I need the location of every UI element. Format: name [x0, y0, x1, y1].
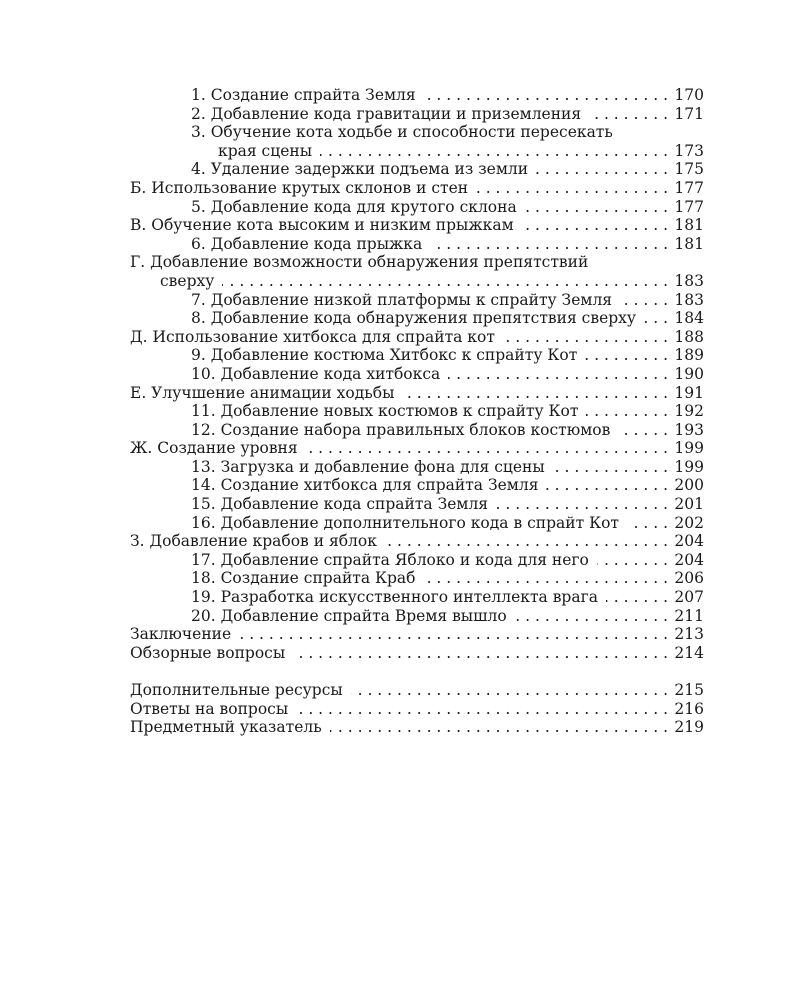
toc-page-number: 219 [674, 718, 704, 737]
toc-entry[interactable] [130, 644, 704, 663]
toc-page-number: 190 [674, 364, 704, 383]
toc-entry-title: Предметный указатель [130, 718, 322, 737]
toc-entry-title: Б. Использование крутых склонов и стен [130, 178, 469, 197]
toc-subentry[interactable] [130, 514, 704, 533]
dot-leader [503, 328, 668, 347]
toc-entry-title: 10. Добавление кода хитбокса [191, 364, 441, 383]
dot-leader [553, 458, 668, 477]
toc-subentry[interactable] [130, 458, 704, 477]
toc-entry-title: 19. Разработка искусственного интеллекта врага [191, 588, 598, 607]
dot-leader [385, 532, 668, 551]
toc-page-number: 183 [674, 271, 704, 290]
dot-leader [430, 235, 668, 254]
toc-entry[interactable] [130, 179, 704, 198]
dot-leader [222, 272, 668, 291]
dot-leader [424, 569, 668, 588]
toc-entry-title: Дополнительные ресурсы [130, 681, 343, 699]
toc-subentry[interactable] [130, 551, 704, 570]
toc-entry-title: В. Обучение кота высоким и низким прыжкам [130, 216, 514, 235]
toc-entry[interactable] [130, 216, 704, 235]
toc-page-number: 216 [674, 699, 704, 718]
toc-entry-title: края сцены [218, 141, 313, 160]
toc-entry[interactable] [130, 272, 704, 291]
toc-page-number: 207 [674, 588, 704, 607]
section-gap [130, 662, 704, 681]
toc-page-number: 211 [674, 606, 704, 625]
toc-entry-title: Ж. Создание уровня [130, 439, 298, 458]
toc-entry-title: Д. Использование хитбокса для спрайта кот [130, 327, 495, 346]
toc-entry-title: 8. Добавление кода обнаружения препятствия сверху [191, 309, 637, 328]
dot-leader [476, 179, 668, 198]
toc-page-number: 191 [674, 383, 704, 402]
toc-entry-title: 1. Создание спрайта Земля [191, 86, 416, 104]
dot-leader [546, 476, 668, 495]
toc-page-number: 170 [674, 86, 704, 104]
dot-leader [585, 346, 668, 365]
toc-entry[interactable] [130, 384, 704, 403]
toc-subentry[interactable] [130, 291, 704, 310]
dot-leader [239, 625, 668, 644]
toc-page-number: 199 [674, 457, 704, 476]
toc-subentry[interactable] [130, 198, 704, 217]
dot-leader [618, 421, 668, 440]
toc-entry-title: Ответы на вопросы [130, 699, 289, 718]
toc-subentry[interactable] [130, 105, 704, 124]
dot-leader [330, 718, 668, 737]
toc-entry-title: Заключение [130, 625, 232, 644]
dot-leader [306, 439, 668, 458]
toc-subentry[interactable] [130, 365, 704, 384]
dot-leader [496, 495, 668, 514]
dot-leader [320, 142, 668, 161]
toc-entry-title: З. Добавление крабов и яблок [130, 532, 377, 551]
toc-page-number: 213 [674, 625, 704, 644]
toc-entry-title: Обзорные вопросы [130, 643, 286, 662]
toc-page-number: 177 [674, 197, 704, 216]
toc-entry-title-line: 3. Обучение кота ходьбе и способности пересекать [191, 123, 613, 142]
toc-entry-title: 16. Добавление дополнительного кода в спрайт Кот [191, 513, 620, 532]
toc-subentry[interactable] [130, 569, 704, 588]
toc-page-number: 204 [674, 550, 704, 569]
toc-entry-title: 7. Добавление низкой платформы к спрайту Земля [191, 290, 613, 309]
toc-entry-title: 20. Добавление спрайта Время вышло [191, 606, 507, 625]
toc-page-number: 206 [674, 569, 704, 588]
toc-page-number: 201 [674, 495, 704, 514]
toc-entry-title: сверху [160, 271, 215, 290]
toc-subentry[interactable] [130, 495, 704, 514]
toc-page-number: 200 [674, 476, 704, 495]
toc-entry-title: 6. Добавление кода прыжка [191, 234, 423, 253]
toc-page-number: 183 [674, 290, 704, 309]
dot-leader [525, 198, 668, 217]
toc-page-number: 189 [674, 346, 704, 365]
toc-page-number: 199 [674, 439, 704, 458]
toc-subentry[interactable] [130, 421, 704, 440]
toc-entry-title: 4. Удаление задержки подъема из земли [191, 160, 529, 179]
toc-subentry[interactable] [130, 346, 704, 365]
dot-leader [597, 551, 668, 570]
toc-entry[interactable] [130, 681, 704, 700]
toc-subentry[interactable] [130, 235, 704, 254]
toc-page-number: 171 [674, 104, 704, 123]
toc-entry[interactable] [130, 718, 704, 737]
toc-page-number: 188 [674, 327, 704, 346]
toc-entry-title: 5. Добавление кода для крутого склона [191, 197, 517, 216]
toc-page-number: 181 [674, 216, 704, 235]
dot-leader [620, 291, 668, 310]
dot-leader [644, 309, 668, 328]
dot-leader [515, 607, 668, 626]
toc-entry-title: Е. Улучшение анимации ходьбы [130, 383, 395, 402]
toc-page-number: 214 [674, 643, 704, 662]
toc-page-number: 215 [674, 681, 704, 699]
toc-entry-title: 17. Добавление спрайта Яблоко и кода для него [191, 550, 589, 569]
toc-page-number: 181 [674, 234, 704, 253]
toc-page-number: 204 [674, 532, 704, 551]
toc-subentry[interactable] [130, 476, 704, 495]
table-of-contents [130, 86, 704, 737]
toc-subentry[interactable] [130, 309, 704, 328]
toc-page-number: 202 [674, 513, 704, 532]
toc-entry-title: 13. Загрузка и добавление фона для сцены [191, 457, 545, 476]
toc-page-number: 177 [674, 178, 704, 197]
toc-entry-title: 14. Создание хитбокса для спрайта Земля [191, 476, 539, 495]
toc-subentry[interactable] [130, 86, 704, 105]
toc-entry[interactable] [130, 439, 704, 458]
dot-leader [448, 365, 668, 384]
dot-leader [351, 681, 668, 700]
toc-page-number: 173 [674, 141, 704, 160]
dot-leader [589, 105, 668, 124]
dot-leader [536, 160, 668, 179]
toc-subentry[interactable] [130, 142, 704, 161]
toc-entry-title: 12. Создание набора правильных блоков костюмов [191, 420, 611, 439]
toc-page-number: 192 [674, 402, 704, 421]
toc-entry[interactable] [130, 328, 704, 347]
toc-subentry[interactable] [130, 607, 704, 626]
toc-entry-title: 15. Добавление кода спрайта Земля [191, 495, 489, 514]
toc-entry[interactable] [130, 700, 704, 719]
toc-entry-title: 2. Добавление кода гравитации и приземления [191, 104, 582, 123]
dot-leader [402, 384, 668, 403]
dot-leader [424, 86, 668, 105]
toc-page-number: 184 [674, 309, 704, 328]
dot-leader [586, 402, 668, 421]
toc-entry-title-line: Г. Добавление возможности обнаружения препятствий [130, 253, 589, 272]
toc-entry[interactable] [130, 625, 704, 644]
dot-leader [627, 514, 668, 533]
toc-subentry[interactable] [130, 588, 704, 607]
toc-entry-title: 11. Добавление новых костюмов к спрайту Кот [191, 402, 579, 421]
dot-leader [293, 644, 668, 663]
toc-entry-title: 9. Добавление костюма Хитбокс к спрайту Кот [191, 346, 578, 365]
toc-entry-title: 18. Создание спрайта Краб [191, 569, 416, 588]
toc-page-number: 175 [674, 160, 704, 179]
toc-subentry[interactable] [130, 402, 704, 421]
toc-entry[interactable] [130, 532, 704, 551]
dot-leader [606, 588, 668, 607]
dot-leader [522, 216, 668, 235]
toc-subentry[interactable] [130, 160, 704, 179]
dot-leader [296, 700, 668, 719]
toc-page-number: 193 [674, 420, 704, 439]
